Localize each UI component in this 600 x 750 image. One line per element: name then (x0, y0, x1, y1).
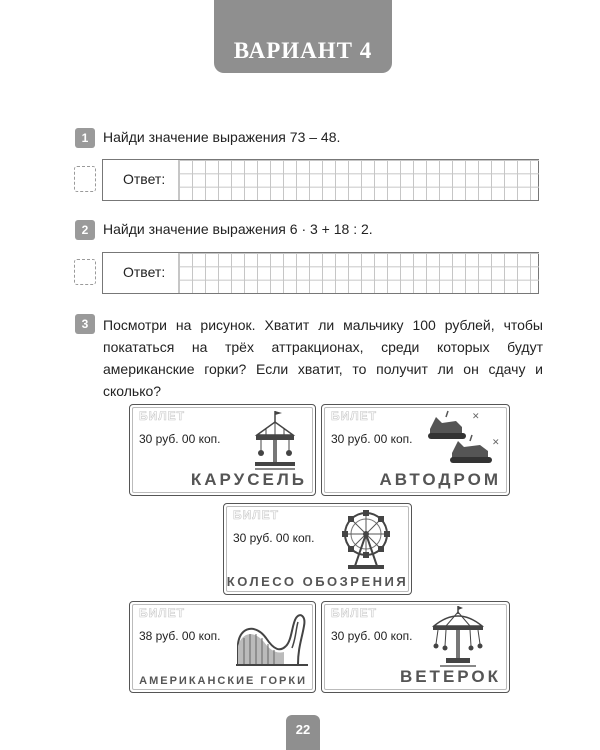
ticket-name: КАРУСЕЛЬ (190, 470, 307, 489)
answer-grid-2[interactable] (178, 253, 539, 293)
ferris-wheel-icon (338, 507, 394, 571)
answer-field-2[interactable] (102, 252, 539, 294)
ticket-carousel (129, 404, 316, 496)
svg-text:✕: ✕ (492, 438, 500, 448)
swing-carousel-icon (430, 604, 486, 668)
page-number: 22 (286, 715, 320, 750)
ticket-price: 30 руб. 00 коп. (331, 629, 413, 643)
roller-coaster-icon (236, 608, 308, 668)
variant-header (214, 0, 392, 73)
question-number-2: 2 (75, 220, 95, 240)
score-box-2[interactable] (74, 259, 96, 285)
bumper-car-icon (426, 409, 502, 467)
answer-grid-1[interactable] (178, 160, 539, 200)
ticket-price: 38 руб. 00 коп. (139, 629, 221, 643)
variant-title: ВАРИАНТ 4 (233, 38, 373, 63)
question-text-1: Найди значение выражения 73 – 48. (103, 129, 341, 145)
carousel-icon (252, 409, 298, 471)
ticket-name: АВТОДРОМ (379, 470, 501, 489)
ticket-header: БИЛЕТ (331, 409, 378, 423)
svg-text:✕: ✕ (472, 412, 480, 422)
ticket-header: БИЛЕТ (331, 606, 378, 620)
answer-field-1[interactable] (102, 159, 539, 201)
ticket-price: 30 руб. 00 коп. (233, 531, 315, 545)
ticket-roller-coaster (129, 601, 316, 693)
ticket-header: БИЛЕТ (233, 508, 280, 522)
answer-label-1: Ответ: (123, 171, 166, 187)
score-box-1[interactable] (74, 166, 96, 192)
ticket-header: БИЛЕТ (139, 606, 186, 620)
ticket-name: КОЛЕСО ОБОЗРЕНИЯ (226, 574, 409, 589)
question-text-2: Найди значение выражения 6 · 3 + 18 : 2. (103, 221, 373, 237)
ticket-ferris-wheel (223, 503, 412, 595)
ticket-autodrome (321, 404, 510, 496)
ticket-price: 30 руб. 00 коп. (331, 432, 413, 446)
question-number-1: 1 (75, 128, 95, 148)
ticket-name: АМЕРИКАНСКИЕ ГОРКИ (139, 675, 307, 687)
question-number-3: 3 (75, 314, 95, 334)
ticket-price: 30 руб. 00 коп. (139, 432, 221, 446)
ticket-veterok (321, 601, 510, 693)
ticket-header: БИЛЕТ (139, 409, 186, 423)
answer-label-2: Ответ: (123, 264, 166, 280)
ticket-name: ВЕТЕРОК (399, 667, 501, 686)
question-text-3: Посмотри на рисунок. Хватит ли мальчику 100 рублей, чтобы покататься на трёх аттракционах, среди которых будут американские горки? Если хватит, то получит ли он сдачу и сколько? (103, 317, 543, 399)
